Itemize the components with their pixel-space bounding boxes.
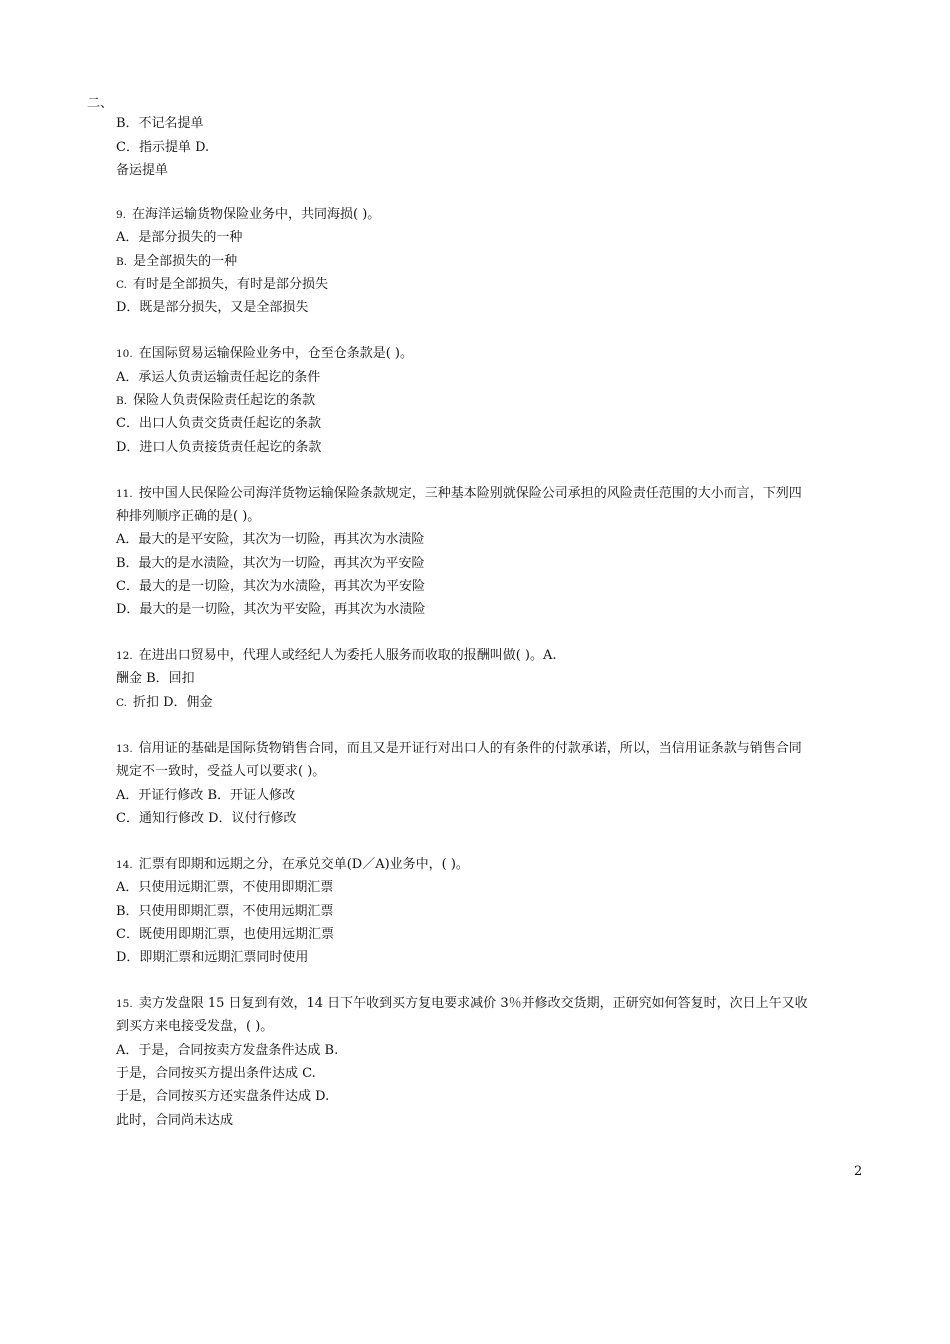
q10-option-d: D．进口人负责接货责任起讫的条款 — [116, 440, 322, 455]
section-heading: 二、 — [87, 96, 114, 111]
q14-option-d: D．即期汇票和远期汇票同时使用 — [116, 950, 309, 965]
q13-number: 13. — [116, 743, 133, 755]
q14-stem: 汇票有即期和远期之分，在承兑交单(D／A)业务中，( )。 — [138, 857, 469, 872]
q12-stem: 在进出口贸易中，代理人或经纪人为委托人服务而收取的报酬叫做( )。A. — [138, 648, 557, 663]
q15-number: 15. — [116, 998, 133, 1010]
q14-number: 14. — [116, 859, 133, 871]
q11-option-a: A．最大的是平安险，其次为一切险，再其次为水渍险 — [116, 532, 425, 547]
q11-option-d: D．最大的是一切险，其次为平安险，再其次为水渍险 — [116, 602, 426, 617]
q11-stem-1: 按中国人民保险公司海洋货物运输保险条款规定，三种基本险别就保险公司承担的风险责任范围的大小而言，下列四 — [138, 486, 802, 501]
q15-line-d: 此时，合同尚未达成 — [116, 1113, 234, 1128]
q15-stem-line2: 到买方来电接受发盘，( )。 — [116, 1019, 274, 1034]
q12-number: 12. — [116, 650, 133, 662]
q9-option-c: 有时是全部损失，有时是部分损失 — [133, 277, 329, 292]
q10-option-c: C．出口人负责交货责任起讫的条款 — [116, 416, 321, 431]
q10-stem: 在国际贸易运输保险业务中，仓至仓条款是( )。 — [138, 346, 413, 361]
q13-stem-line2: 规定不一致时，受益人可以要求( )。 — [116, 764, 326, 779]
q12-line2: 酬金 B．回扣 — [116, 671, 195, 686]
q14-option-a: A．只使用远期汇票，不使用即期汇票 — [116, 880, 334, 895]
q8-option-c: C．指示提单 D. — [116, 140, 210, 155]
q14-option-b: B．只使用即期汇票，不使用远期汇票 — [116, 904, 334, 919]
q11-stem-line1 — [116, 486, 802, 502]
q10-stem-line — [116, 346, 413, 362]
q9-option-c-line — [116, 277, 328, 293]
q8-option-d: 备运提单 — [116, 163, 169, 178]
q12-option-c-label: C. — [116, 697, 127, 709]
q12-stem-line — [116, 648, 557, 664]
q10-option-b-line — [116, 393, 315, 409]
q8-option-b: B．不记名提单 — [116, 116, 204, 131]
page-number: 2 — [854, 1164, 863, 1179]
q9-number: 9. — [116, 209, 127, 221]
q15-stem-1: 卖方发盘限 15 日复到有效，14 日下午收到买方复电要求减价 3％并修改交货期，正研究如何答复时，次日上午又收 — [138, 996, 808, 1011]
q14-option-c: C．既使用即期汇票，也使用远期汇票 — [116, 927, 334, 942]
q9-stem: 在海洋运输货物保险业务中，共同海损( )。 — [132, 207, 381, 222]
q10-option-b: 保险人负责保险责任起讫的条款 — [133, 393, 316, 408]
q9-option-a: A．是部分损失的一种 — [116, 230, 243, 245]
q10-option-b-label: B. — [116, 395, 128, 407]
q15-line-b: 于是，合同按买方提出条件达成 C. — [116, 1066, 316, 1081]
q9-stem-line — [116, 207, 380, 223]
q9-option-b: 是全部损失的一种 — [133, 254, 238, 269]
q15-stem-line1 — [116, 996, 808, 1012]
q9-option-d: D．既是部分损失，又是全部损失 — [116, 300, 309, 315]
q13-options-cd: C．通知行修改 D．议付行修改 — [116, 811, 297, 826]
q13-stem-1: 信用证的基础是国际货物销售合同，而且又是开证行对出口人的有条件的付款承诺，所以，当信用证条款与销售合同 — [138, 741, 802, 756]
q15-line-a: A．于是，合同按卖方发盘条件达成 B. — [116, 1043, 339, 1058]
q9-option-b-label: B. — [116, 256, 128, 268]
q11-option-c: C．最大的是一切险，其次为水渍险，再其次为平安险 — [116, 579, 425, 594]
q9-option-c-label: C. — [116, 279, 127, 291]
q10-option-a: A．承运人负责运输责任起讫的条件 — [116, 370, 321, 385]
q13-options-ab: A．开证行修改 B．开证人修改 — [116, 788, 296, 803]
q11-number: 11. — [116, 488, 133, 500]
q14-stem-line — [116, 857, 469, 873]
q10-number: 10. — [116, 348, 133, 360]
q9-option-b-line — [116, 254, 237, 270]
q15-line-c: 于是，合同按买方还实盘条件达成 D. — [116, 1089, 330, 1104]
q13-stem-line1 — [116, 741, 802, 757]
q12-line3 — [116, 695, 213, 711]
q11-stem-line2: 种排列顺序正确的是( )。 — [116, 509, 261, 524]
q12-line3-text: 折扣 D．佣金 — [133, 695, 213, 710]
q11-option-b: B．最大的是水渍险，其次为一切险，再其次为平安险 — [116, 556, 425, 571]
